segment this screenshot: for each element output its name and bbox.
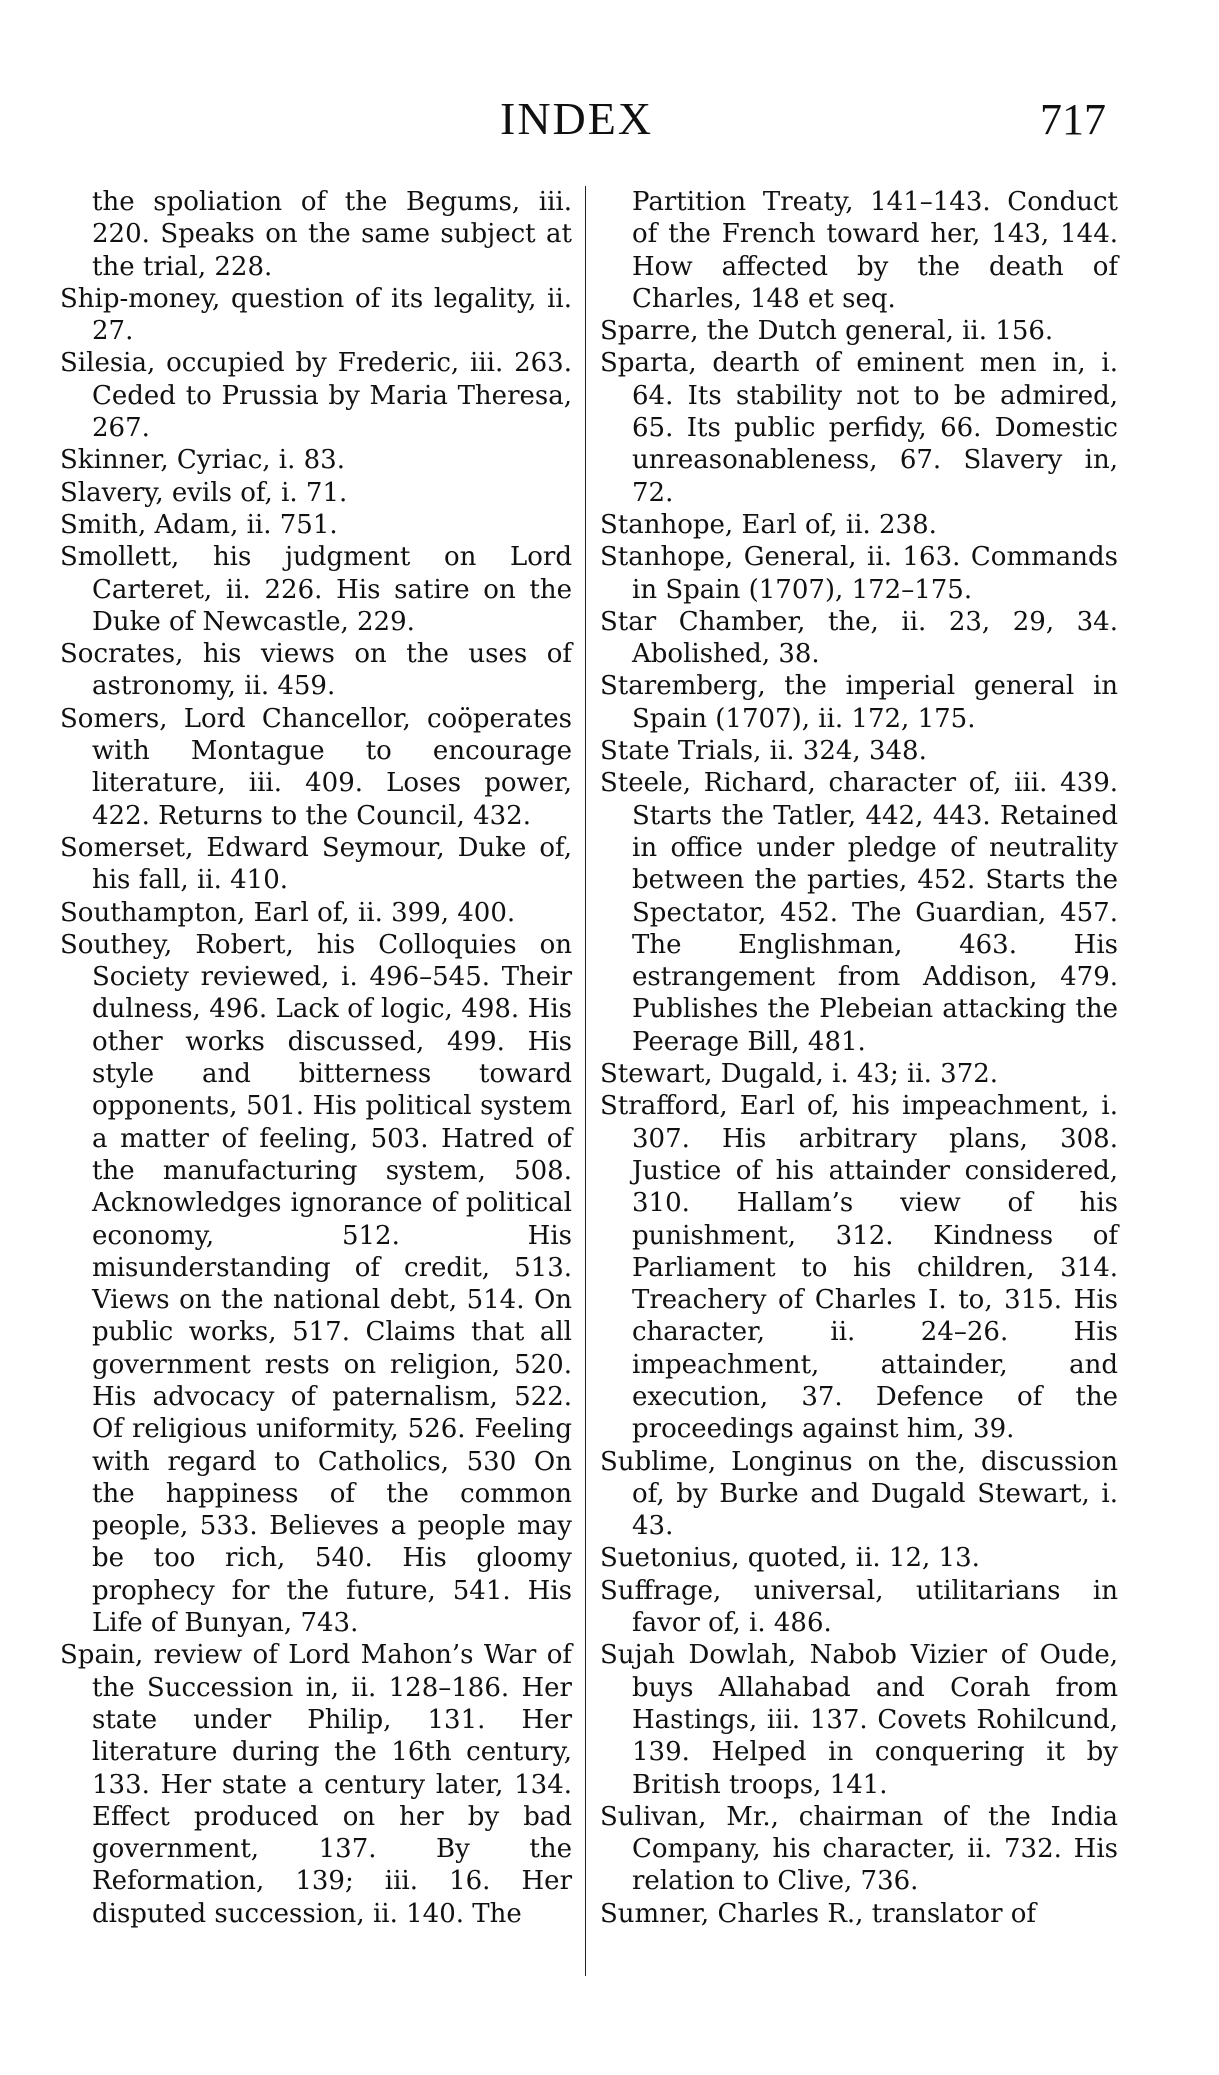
- index-entry: Steele, Richard, character of, iii. 439. Starts the Tatler, 442, 443. Retained in office under pledge of neutrality between the parties, 452. Starts the Spectator, 452. The Guardian, 457. The Englishman, 463. His estrangement from Addison, 479. Publishes the Plebeian attacking the Peerage Bill, 481.: [600, 768, 1118, 1057]
- index-entry: Slavery, evils of, i. 71.: [60, 477, 348, 508]
- index-entry: Sparta, dearth of eminent men in, i. 64. Its stability not to be admired, 65. Its public perfidy, 66. Domestic unreasonableness, 67. Slavery in, 72.: [600, 348, 1118, 508]
- index-entry: Smollett, his judgment on Lord Carteret, ii. 226. His satire on the Duke of Newcastle, 229.: [60, 542, 572, 637]
- index-entry: Strafford, Earl of, his impeachment, i. 307. His arbitrary plans, 308. Justice of his attainder considered, 310. Hallam’s view of his punishment, 312. Kindness of Parliament to his children, 314. Treachery of Charles I. to, 315. His character, ii. 24–26. His impeachment, attainder, and execution, 37. Defence of the proceedings against him, 39.: [600, 1091, 1118, 1445]
- index-entry: Sujah Dowlah, Nabob Vizier of Oude, buys Allahabad and Corah from Hastings, iii. 137. Covets Rohilcund, 139. Helped in conquering it by British troops, 141.: [600, 1640, 1118, 1800]
- index-entry: Southampton, Earl of, ii. 399, 400.: [60, 897, 516, 928]
- index-entry: Somerset, Edward Seymour, Duke of, his fall, ii. 410.: [60, 832, 572, 896]
- index-entry: Suetonius, quoted, ii. 12, 13.: [600, 1543, 980, 1574]
- index-entry: Staremberg, the imperial general in Spain (1707), ii. 172, 175.: [600, 671, 1118, 734]
- index-entry: Skinner, Cyriac, i. 83.: [60, 445, 345, 476]
- index-entry: Stanhope, Earl of, ii. 238.: [600, 509, 937, 540]
- index-entry: Sparre, the Dutch general, ii. 156.: [600, 316, 1054, 347]
- index-entry: Suffrage, universal, utilitarians in favor of, i. 486.: [600, 1575, 1118, 1639]
- index-entry: Sublime, Longinus on the, discussion of, by Burke and Dugald Stewart, i. 43.: [600, 1446, 1118, 1542]
- index-entry: Stanhope, General, ii. 163. Commands in Spain (1707), 172–175.: [600, 542, 1118, 605]
- index-entry: Silesia, occupied by Frederic, iii. 263. Ceded to Prussia by Maria Theresa, 267.: [60, 348, 572, 444]
- index-entry: Star Chamber, the, ii. 23, 29, 34. Abolished, 38.: [600, 606, 1118, 670]
- index-entry-continued: Partition Treaty, 141–143. Conduct of the French toward her, 143, 144. How affected by the death of Charles, 148 et seq.: [632, 187, 1118, 314]
- index-entry: Stewart, Dugald, i. 43; ii. 372.: [600, 1059, 999, 1090]
- index-entry: Socrates, his views on the uses of astronomy, ii. 459.: [60, 639, 572, 702]
- left-column: [60, 186, 572, 1930]
- column-divider: [585, 186, 586, 1976]
- index-entry: Smith, Adam, ii. 751.: [60, 509, 338, 540]
- index-entry: Ship-money, question of its legality, ii. 27.: [60, 283, 572, 347]
- index-entry: State Trials, ii. 324, 348.: [600, 736, 927, 767]
- index-entry: Southey, Robert, his Colloquies on Society reviewed, i. 496–545. Their dulness, 496. Lack of logic, 498. His other works discussed, 499. His style and bitterness toward opponents, 501. His political system a matter of feeling, 503. Hatred of the manufacturing system, 508. Acknowledges ignorance of political economy, 512. His misunderstanding of credit, 513. Views on the national debt, 514. On public works, 517. Claims that all government rests on religion, 520. His advocacy of paternalism, 522. Of religious uniformity, 526. Feeling with regard to Catholics, 530 On the happiness of the common people, 533. Believes a people may be too rich, 540. His gloomy prophecy for the future, 541. His Life of Bunyan, 743.: [60, 929, 572, 1639]
- index-entry-continued: the spoliation of the Begums, iii. 220. Speaks on the same subject at the trial, 228.: [92, 187, 572, 282]
- page-header: [0, 92, 1219, 152]
- index-entry: Sumner, Charles R., translator of: [600, 1898, 1037, 1929]
- index-entry: Spain, review of Lord Mahon’s War of the Succession in, ii. 128–186. Her state under Philip, 131. Her literature during the 16th century, 133. Her state a century later, 134. Effect produced on her by bad government, 137. By the Reformation, 139; iii. 16. Her disputed succession, ii. 140. The: [60, 1640, 572, 1929]
- index-entry: Sulivan, Mr., chairman of the India Company, his character, ii. 732. His relation to Clive, 736.: [600, 1801, 1118, 1897]
- index-entry: Somers, Lord Chancellor, coöperates with Montague to encourage literature, iii. 409. Loses power, 422. Returns to the Council, 432.: [60, 703, 572, 831]
- page-number: 717: [1040, 95, 1106, 144]
- page-title: INDEX: [500, 93, 654, 144]
- right-column: [600, 186, 1118, 1930]
